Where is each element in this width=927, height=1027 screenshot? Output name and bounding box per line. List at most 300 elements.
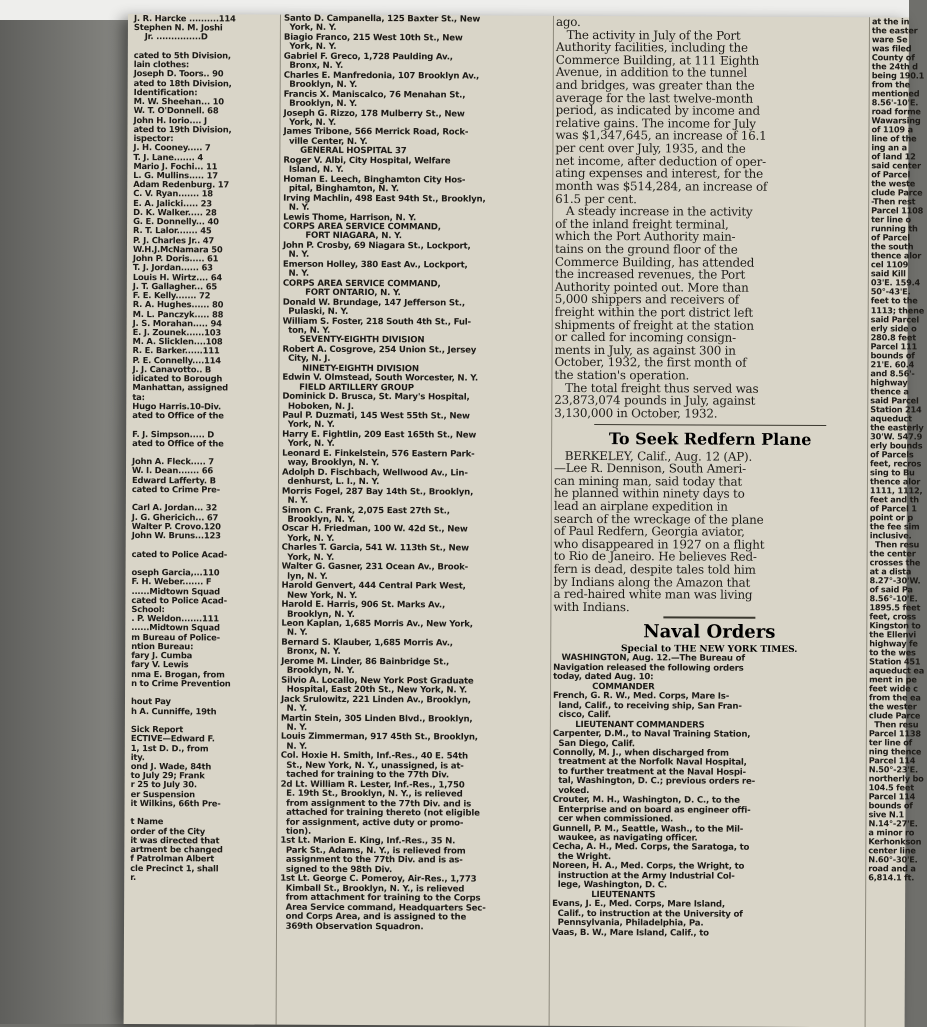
text-line: Donald W. Brundage, 147 Jefferson St., xyxy=(282,297,465,309)
text-line: clude Parce xyxy=(868,710,921,721)
text-line: Bernard S. Klauber, 1,685 Morris Av., xyxy=(281,637,453,649)
text-line: P. E. Connelly....114 xyxy=(132,354,221,366)
text-line: Hoboken, N. J. xyxy=(282,401,354,412)
text-line: WASHINGTON, Aug. 12.—The Bureau of xyxy=(553,653,745,665)
column-news-stories xyxy=(552,16,868,1027)
text-line: the easterly xyxy=(870,421,924,433)
text-line: attached for training thereto (not eligible xyxy=(280,807,480,819)
text-line: Gunnell, P. M., Seattle, Wash., to the Mil- xyxy=(552,823,744,835)
text-line: Col. Hoxie H. Smith, Inf.-Res., 40 E. 54th xyxy=(280,751,468,762)
text-line: h A. Cunniffe, 19th xyxy=(130,705,217,716)
text-line: FORT ONTARIO, N. Y. xyxy=(282,287,401,299)
text-line: the station's operation. xyxy=(554,367,690,383)
text-line: SEVENTY-EIGHTH DIVISION xyxy=(282,335,425,346)
text-line: thence a xyxy=(870,385,909,397)
text-line: Evans, J. E., Med. Corps, Mare Island, xyxy=(552,899,725,910)
text-line: New York, N. Y. xyxy=(281,590,358,601)
text-line: fary J. Cumba xyxy=(131,650,193,661)
text-line: average for the last twelve-month xyxy=(555,90,754,106)
text-line: Island, N. Y. xyxy=(283,164,344,176)
text-line: M. W. Sheehan... 10 xyxy=(133,96,224,107)
text-line: Charles E. Manfredonia, 107 Brooklyn Av., xyxy=(283,70,480,82)
redfern-headline: To Seek Redfern Plane xyxy=(608,428,812,449)
text-line: John W. Bruns...123 xyxy=(131,530,221,541)
text-line: Silvio A. Locallo, New York Post Graduate xyxy=(281,675,474,687)
text-line: at a dista xyxy=(869,566,912,577)
text-line: Biagio Franco, 215 West 10th St., New xyxy=(283,32,463,44)
text-line: of land 12 xyxy=(871,151,916,162)
text-line: N. Y. xyxy=(280,722,308,733)
text-line: ning thence xyxy=(868,746,922,757)
text-line: lege, Washington, D. C. xyxy=(552,880,667,891)
text-line: Edwin V. Olmstead, South Worcester, N. Y. xyxy=(282,372,478,384)
text-line: from the xyxy=(871,79,911,90)
text-line: he planned within ninety days to xyxy=(553,486,745,502)
text-line: of Parcel xyxy=(871,232,910,243)
text-line: E. 19th St., Brooklyn, N. Y., is relieved xyxy=(280,788,463,800)
text-line: Commerce Building, has attended xyxy=(554,254,755,270)
text-line: Carpenter, D.M., to Naval Training Station, xyxy=(552,728,751,740)
text-line: Connolly, M. J., when discharged from xyxy=(552,747,729,759)
text-line: of 1109 a xyxy=(871,124,913,135)
text-line: relative gains. The income for July xyxy=(555,115,756,131)
text-line: ments in July, as against 300 in xyxy=(554,342,736,358)
text-line: ond Corps Area, and is assigned to the xyxy=(280,911,467,923)
text-line: C. V. Ryan....... 18 xyxy=(133,188,213,199)
text-line: Station 451 xyxy=(869,656,921,667)
text-line: Simon C. Frank, 2,075 East 27th St., xyxy=(281,505,450,516)
text-line: aqueduct ea xyxy=(869,665,925,676)
text-line: Brooklyn, N. Y. xyxy=(281,665,355,677)
text-line: Kingston to xyxy=(869,620,921,631)
text-line: ECTIVE—Edward F. xyxy=(130,733,215,744)
text-line: to further treatment at the Naval Hospi- xyxy=(552,766,746,778)
text-line: Park St., Adams, N. Y., is relieved from xyxy=(280,845,466,857)
naval-orders-list xyxy=(552,654,865,939)
text-line: fary V. Lewis xyxy=(131,659,189,670)
text-line: 3,130,000 in October, 1932. xyxy=(554,405,718,421)
text-line: Louis H. Wirtz.... 64 xyxy=(132,271,223,282)
text-line: feet to the xyxy=(870,295,918,306)
text-line: cer when commissioned. xyxy=(552,813,674,825)
text-line: Adam Redenburg. 17 xyxy=(133,179,230,190)
text-line: fern is dead, despite tales told him xyxy=(553,561,756,577)
text-line: mentioned xyxy=(871,88,920,99)
text-line: search of the wreckage of the plane xyxy=(553,511,764,527)
text-line: F. J. Simpson..... D xyxy=(132,428,215,439)
text-line: 8.27°-30'W. xyxy=(869,575,921,586)
text-line: 280.8 feet xyxy=(870,331,916,342)
text-line: denhurst, L. I., N. Y. xyxy=(281,476,380,488)
text-line: Santo D. Campanella, 125 Baxter St., New xyxy=(283,13,481,25)
text-line: T. J. Lane....... 4 xyxy=(133,151,203,162)
text-line: the increased revenues, the Port xyxy=(554,267,746,282)
text-line: N. Y. xyxy=(280,703,308,714)
story-rule xyxy=(663,617,755,619)
text-line: Morris Fogel, 287 Bay 14th St., Brooklyn, xyxy=(281,486,474,498)
text-line: Edward Lafferty. B xyxy=(131,474,216,486)
text-line: W. T. O'Donnell. 68 xyxy=(133,105,219,116)
text-line: ated to Office of the xyxy=(132,410,224,421)
text-line: Francis X. Maniscalco, 76 Menahan St., xyxy=(283,89,466,101)
text-line: Pulaski, N. Y. xyxy=(282,306,349,318)
text-line: Parcel 1138 xyxy=(868,728,921,739)
text-line: ville Center, N. Y. xyxy=(283,136,368,147)
newspaper-clipping xyxy=(124,13,925,1027)
text-line: York, N. Y. xyxy=(281,533,335,544)
text-line: being 190.1 xyxy=(871,70,925,81)
text-line: sive N.1 xyxy=(868,809,905,820)
text-line: Walter P. Crovo.120 xyxy=(131,520,221,532)
text-line: the weste xyxy=(871,178,916,189)
text-line: with Indians. xyxy=(553,599,630,615)
text-line: feet and th xyxy=(869,494,919,505)
naval-orders-headline: Naval Orders xyxy=(643,621,776,644)
story-rule xyxy=(594,424,826,426)
text-line: John P. Doris..... 61 xyxy=(132,253,219,264)
text-line: French, G. R. W., Med. Corps, Mare Is- xyxy=(553,691,730,702)
text-line: from the ea xyxy=(869,692,921,703)
text-line: said Parcel xyxy=(870,394,919,406)
text-line: Parcel 1108 xyxy=(871,205,924,216)
naval-byline: Special to THE NEW YORK TIMES. xyxy=(621,644,798,656)
text-line: City, N. J. xyxy=(282,353,331,365)
text-line: of said Pa xyxy=(869,584,913,595)
text-line: at the in xyxy=(871,16,910,27)
text-line: ter line of xyxy=(868,737,913,748)
text-line: t Name xyxy=(130,816,164,827)
text-line: period, as indicated by income and xyxy=(555,103,760,119)
text-line: -Then rest xyxy=(871,196,916,207)
text-line: St., New York, N. Y., unassigned, is at- xyxy=(280,760,464,772)
text-line: cated to Police Acad- xyxy=(131,548,228,560)
text-line: N.50°-23'E. xyxy=(868,764,918,775)
text-line: BERKELEY, Calif., Aug. 12 (AP). xyxy=(554,448,753,464)
text-line: it was directed that xyxy=(130,834,220,846)
text-line: lyn, N. Y. xyxy=(281,571,328,582)
text-line: N. Y. xyxy=(283,202,310,213)
column-police-assignments xyxy=(130,14,280,1025)
text-line: LIEUTENANTS xyxy=(552,889,656,901)
text-line: R. A. Hughes...... 80 xyxy=(132,299,224,310)
text-line: 104.5 feet xyxy=(868,782,914,793)
background-left-area xyxy=(0,20,140,1024)
text-line: San Diego, Calif. xyxy=(552,738,635,749)
text-line: the easter xyxy=(871,25,918,36)
text-line: Paul P. Duzmati, 145 West 55th St., New xyxy=(282,410,470,422)
text-line: 50°-43'E. xyxy=(870,286,911,297)
text-line: E. J. Zounek......103 xyxy=(132,326,222,338)
text-line: Brooklyn, N. Y. xyxy=(281,609,355,620)
text-line: a red-haired white man was living xyxy=(553,587,753,602)
text-line: D. K. Walker..... 28 xyxy=(133,206,217,218)
text-line: ated to 18th Division, xyxy=(133,77,232,89)
text-line: Oscar H. Friedman, 100 W. 42d St., New xyxy=(281,524,468,535)
text-line: 6,814.1 ft. xyxy=(868,872,915,883)
text-line: T. J. Jordan...... 63 xyxy=(132,262,213,273)
text-line: Enterprise and on board as engineer offi- xyxy=(552,804,751,816)
text-line: 8.56'-10'E. xyxy=(871,97,919,108)
text-line: m Bureau of Police- xyxy=(131,631,220,643)
text-line: N. Y. xyxy=(280,741,307,752)
text-line: or called for incoming consign- xyxy=(554,330,736,345)
text-line: per cent over July, 1935, and the xyxy=(555,140,746,156)
text-line: CORPS AREA SERVICE COMMAND, xyxy=(282,278,441,290)
text-line: cated to Crime Pre- xyxy=(131,483,220,495)
text-line: NINETY-EIGHTH DIVISION xyxy=(282,363,419,375)
text-line: inclusive. xyxy=(869,530,912,541)
text-line: October, 1932, the first month of xyxy=(554,355,747,371)
text-line: hout Pay xyxy=(130,696,171,707)
text-line: of Parcel 1 xyxy=(869,503,917,514)
text-line: Wawarsing xyxy=(871,115,921,126)
text-line: ing an a xyxy=(871,142,907,153)
text-line: 23,873,074 pounds in July, against xyxy=(554,393,756,409)
text-line: feet wide c xyxy=(869,683,918,694)
text-line: n to Crime Prevention xyxy=(131,677,231,689)
text-line: bounds of xyxy=(868,800,913,811)
text-line: 5,000 shippers and receivers of xyxy=(554,292,740,308)
text-line: Leonard E. Finkelstein, 576 Eastern Park- xyxy=(282,448,475,460)
text-line: Station 214 xyxy=(870,403,922,415)
text-line: Harry E. Fightlin, 209 East 165th St., New xyxy=(282,429,477,441)
text-line: the Wright. xyxy=(552,851,611,863)
text-line: CORPS AREA SERVICE COMMAND, xyxy=(283,221,441,233)
text-line: Cecha, A. H., Med. Corps, the Saratoga, to xyxy=(552,842,750,854)
text-line: was $1,347,645, an increase of 16.1 xyxy=(555,128,767,144)
text-line: was filed xyxy=(871,43,912,54)
text-line: Stephen N. M. Joshi xyxy=(133,22,223,33)
text-line: cisco, Calif. xyxy=(552,710,611,721)
text-line: James Tribone, 566 Merrick Road, Rock- xyxy=(283,127,469,138)
text-line: M. L. Panczyk..... 88 xyxy=(132,308,224,319)
text-line: F. E. Kelly....... 72 xyxy=(132,290,211,301)
text-line: ispector: xyxy=(133,133,174,144)
text-line: J. S. Morahan..... 94 xyxy=(132,317,222,329)
text-line: Hugo Harris.10-Div. xyxy=(132,400,222,412)
text-line: 21'E. 60.4 xyxy=(870,358,915,370)
text-line: running th xyxy=(871,223,918,234)
text-line: from attachment for training to the Corps xyxy=(280,892,481,904)
column-legal-notice-fragment xyxy=(868,16,925,1027)
text-line: assignment to the 77th Div. and is as- xyxy=(280,855,463,866)
text-line: cated to 5th Division, xyxy=(133,49,231,61)
text-line: Lewis Thome, Harrison, N. Y. xyxy=(283,212,417,223)
text-line: ated to Office of the xyxy=(132,437,224,449)
text-line: Roger V. Albi, City Hospital, Welfare xyxy=(283,155,451,167)
text-line: York, N. Y. xyxy=(281,552,335,563)
text-line: Commerce Building, at 111 Eighth xyxy=(555,52,760,68)
text-line: net income, after deduction of oper- xyxy=(555,153,766,169)
text-line: W.H.J.McNamara 50 xyxy=(132,243,223,255)
text-line: Carl A. Jordan... 32 xyxy=(131,502,218,513)
text-line: said Parcel xyxy=(870,313,919,324)
text-line: thence alor xyxy=(869,476,921,487)
text-line: pital, Binghamton, N. Y. xyxy=(283,183,399,195)
text-line: road and a xyxy=(868,863,916,874)
text-line: the wester xyxy=(868,701,917,712)
text-line: ment in pe xyxy=(869,674,917,685)
text-line: Brooklyn, N. Y. xyxy=(283,79,358,91)
text-line: 2d Lt. William R. Lester, Inf.-Res., 1,750 xyxy=(280,779,465,791)
text-line: Homan E. Leech, Binghamton City Hos- xyxy=(283,174,466,186)
text-line: Authority pointed out. More than xyxy=(554,279,749,295)
text-line: the center xyxy=(869,548,916,559)
text-line: R. T. Lalor....... 45 xyxy=(133,225,212,236)
text-line: order of the City xyxy=(130,825,206,836)
text-line: crosses the xyxy=(869,557,921,568)
text-line: Manhattan, assigned xyxy=(132,382,229,393)
text-line: voked. xyxy=(552,785,590,796)
text-line: Leon Kaplan, 1,685 Morris Av., New York, xyxy=(281,618,473,630)
text-line: shipments of freight at the station xyxy=(554,317,754,333)
text-line: LIEUTENANT COMMANDERS xyxy=(552,719,705,731)
text-line: 1st Lt. Marion E. King, Inf.-Res., 35 N. xyxy=(280,836,456,847)
text-line: L. G. Mullins..... 17 xyxy=(133,170,218,181)
text-line: thence alor xyxy=(870,250,922,261)
text-line: R. E. Barker......111 xyxy=(132,345,220,356)
text-line: by Indians along the Amazon that xyxy=(553,574,751,590)
text-line: ......Midtown Squad xyxy=(131,622,220,633)
text-line: treatment at the Norfolk Naval Hospital, xyxy=(552,757,747,769)
text-line: instruction at the Army Industrial Col- xyxy=(552,870,735,882)
text-line: N. Y. xyxy=(281,495,309,506)
text-line: Bronx, N. Y. xyxy=(281,647,341,658)
text-line: COMMANDER xyxy=(553,681,655,693)
text-line: ity. xyxy=(130,751,145,762)
text-line: clude Parce xyxy=(871,187,923,198)
text-line: Authority facilities, including the xyxy=(555,40,748,55)
text-line: Parcel 114 xyxy=(868,791,916,802)
text-line: of Parcel xyxy=(871,169,911,180)
text-line: can mining man, said today that xyxy=(553,473,742,489)
text-line: . P. Weldon.......111 xyxy=(131,613,219,624)
text-line: P. J. Charles Jr.. 47 xyxy=(132,234,215,246)
text-line: 1st Lt. George C. Pomeroy, Air-Res., 1,773 xyxy=(280,873,477,885)
text-line: aqueduct xyxy=(870,412,912,424)
text-line: John A. Fleck..... 7 xyxy=(132,456,214,467)
text-line: month was $514,284, an increase of xyxy=(555,178,768,194)
text-line: cel 1109 xyxy=(870,259,909,270)
text-line: 61.5 per cent. xyxy=(555,191,637,206)
text-line: Jerome M. Linder, 86 Bainbridge St., xyxy=(281,656,450,668)
text-line: er Suspension xyxy=(130,788,195,799)
text-line: Brooklyn, N. Y. xyxy=(283,98,357,110)
text-line: 1113; thene xyxy=(870,304,925,315)
text-line: which the Port Authority main- xyxy=(555,229,736,245)
text-line: Joseph G. Rizzo, 178 Mulberry St., New xyxy=(283,108,465,120)
text-line: J. G. Ghericich... 67 xyxy=(131,511,219,523)
text-line: the fee sim xyxy=(869,521,920,532)
text-line: said center xyxy=(871,160,921,171)
text-line: Harold E. Harris, 906 St. Marks Av., xyxy=(281,599,446,611)
text-line: Martin Stein, 305 Linden Blvd., Brooklyn, xyxy=(280,713,473,725)
text-line: feet, cross xyxy=(869,611,917,622)
text-line: feet, recros xyxy=(870,458,922,469)
text-line: 03'E. 159.4 xyxy=(870,277,921,288)
text-line: to the wes xyxy=(869,647,916,658)
text-line: 1, 1st D. D., from xyxy=(130,742,209,753)
text-line: ntion Bureau: xyxy=(131,640,194,652)
text-line: highway fe xyxy=(869,638,918,649)
text-line: said Kill xyxy=(870,268,906,279)
text-line: Vaas, B. W., Mare Island, Calif., to xyxy=(551,927,709,939)
text-line: Navigation released the following orders xyxy=(553,662,744,674)
text-line: idicated to Borough xyxy=(132,373,223,384)
text-line: Kimball St., Brooklyn, N. Y., is relieved xyxy=(280,883,465,895)
text-line: County of xyxy=(871,52,915,63)
text-line: J. R. Harcke ..........114 xyxy=(133,13,236,24)
text-line: Walter G. Gasner, 231 Ocean Av., Brook- xyxy=(281,561,469,573)
text-line: William S. Foster, 218 South 4th St., Ful- xyxy=(282,316,471,327)
text-line: Louis Zimmerman, 917 45th St., Brooklyn, xyxy=(280,732,478,743)
text-line: Adolph D. Fischbach, Wellwood Av., Lin- xyxy=(281,467,468,479)
text-line: tached for training to the 77th Div. xyxy=(280,769,449,781)
text-line: 1895.5 feet xyxy=(869,602,921,613)
text-line: J. J. Canavotto.. B xyxy=(132,363,212,375)
text-line: Dominick D. Brusca, St. Mary's Hospital, xyxy=(282,391,470,403)
text-line: Jack Srulowitz, 221 Linden Av., Brooklyn, xyxy=(280,694,471,706)
text-line: artment be changed xyxy=(130,844,223,855)
text-line: nma E. Brogan, from xyxy=(131,668,225,680)
text-line: —Lee R. Dennison, South Ameri- xyxy=(553,460,746,476)
text-line: Parcel 111 xyxy=(870,340,918,352)
text-line: Area Service command, Headquarters Sec- xyxy=(280,902,486,914)
text-line: of the inland freight terminal, xyxy=(555,216,729,232)
text-line: Pennsylvania, Philadelphia, Pa. xyxy=(552,917,704,929)
text-line: of Paul Redfern, Georgia aviator, xyxy=(553,524,745,539)
text-line: York, N. Y. xyxy=(282,420,335,431)
text-line: the south xyxy=(870,241,914,252)
text-line: freight within the port district left xyxy=(554,304,754,320)
text-line: of Parcels xyxy=(870,448,914,460)
text-line: from assignment to the 77th Div. and is xyxy=(280,798,472,810)
redfern-story xyxy=(553,449,866,614)
text-line: Noreen, H. A., Med. Corps, the Wright, to xyxy=(552,861,745,873)
text-line: ond J. Wade, 84th xyxy=(130,761,212,772)
text-line: Robert A. Cosgrove, 254 Union St., Jersey xyxy=(282,344,477,356)
text-line: Calif., to instruction at the University of xyxy=(552,908,743,920)
text-line: signed to the 98th Div. xyxy=(280,864,393,875)
text-line: York, N. Y. xyxy=(283,23,337,34)
text-line: the Ellenvi xyxy=(869,629,917,640)
text-line: cle Precinct 1, shall xyxy=(130,862,219,873)
text-line: ta: xyxy=(132,391,145,402)
text-line: ware Se xyxy=(871,34,908,45)
text-line: to Rio de Janeiro. He believes Red- xyxy=(553,549,757,565)
text-line: Sick Report xyxy=(130,724,184,735)
text-line: G. E. Donnelly... 40 xyxy=(133,216,219,227)
text-line: FIELD ARTILLERY GROUP xyxy=(282,382,414,393)
text-line: A steady increase in the activity xyxy=(555,204,753,219)
text-line: The total freight thus served was xyxy=(554,380,759,396)
text-line: E. A. Jalicki..... 23 xyxy=(133,197,212,209)
text-line: GENERAL HOSPITAL 37 xyxy=(283,146,407,157)
text-line: tal, Washington, D. C.; previous orders re- xyxy=(552,776,755,788)
text-line: to July 29; Frank xyxy=(130,770,205,781)
text-line: Then resu xyxy=(869,539,920,550)
text-line: J. H. Cooney..... 7 xyxy=(133,142,211,153)
text-line: Mario J. Fochi... 11 xyxy=(133,160,218,172)
text-line: today, dated Aug. 10: xyxy=(553,672,654,683)
text-line: F. H. Weber....... F xyxy=(131,576,212,587)
text-line: Charles T. Garcia, 541 W. 113th St., New xyxy=(281,543,469,554)
text-line: Parcel 114 xyxy=(868,755,916,766)
text-line: York, N. Y. xyxy=(282,439,335,450)
text-line: tion). xyxy=(280,826,312,837)
text-line: Irving Machlin, 498 East 94th St., Brooklyn, xyxy=(283,193,486,205)
text-line: ter line o xyxy=(871,214,911,225)
